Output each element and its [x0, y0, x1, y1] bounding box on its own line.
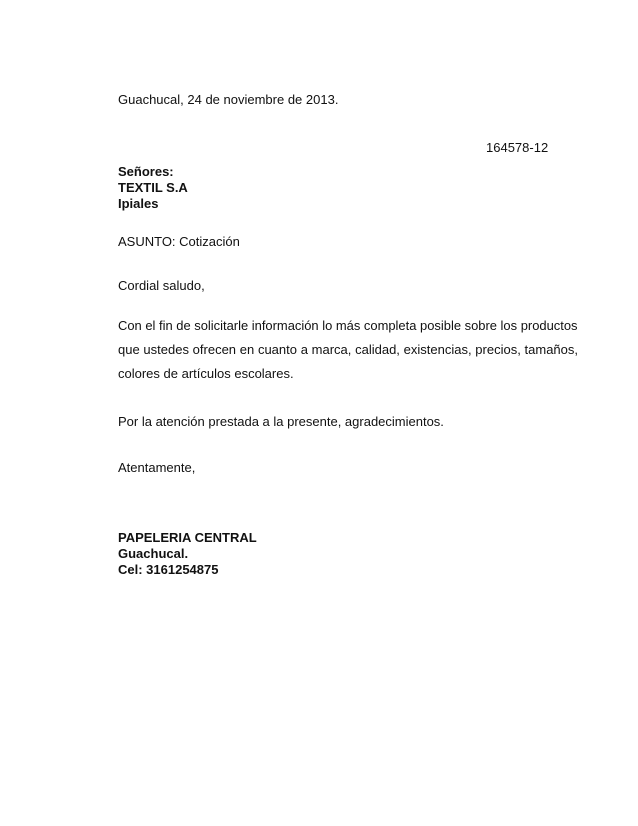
- body-line-1-text: Con el fin de solicitarle información lo más completa posible sobre los productos: [118, 318, 578, 333]
- closing: Atentamente,: [118, 460, 196, 475]
- sender-name: PAPELERIA CENTRAL: [118, 530, 257, 545]
- greeting: Cordial saludo,: [118, 278, 205, 293]
- subject-line: ASUNTO: Cotización: [118, 234, 240, 249]
- body-line-1: [118, 318, 578, 334]
- recipient-city: Ipiales: [118, 196, 159, 211]
- body-line-3: [118, 366, 294, 382]
- sender-phone: Cel: 3161254875: [118, 562, 219, 577]
- reference-number: 164578-12: [486, 140, 549, 155]
- body-line-2-text: que ustedes ofrecen en cuanto a marca, calidad, existencias, precios, tamaños,: [118, 342, 578, 357]
- body-line-3-text: colores de artículos escolares.: [118, 366, 294, 381]
- recipient-company: TEXTIL S.A: [118, 180, 188, 195]
- thanks-line: Por la atención prestada a la presente, agradecimientos.: [118, 414, 444, 429]
- sender-city: Guachucal.: [118, 546, 189, 561]
- recipient-salutation: Señores:: [118, 164, 174, 179]
- body-line-2: [118, 342, 578, 358]
- place-date: Guachucal, 24 de noviembre de 2013.: [118, 92, 339, 107]
